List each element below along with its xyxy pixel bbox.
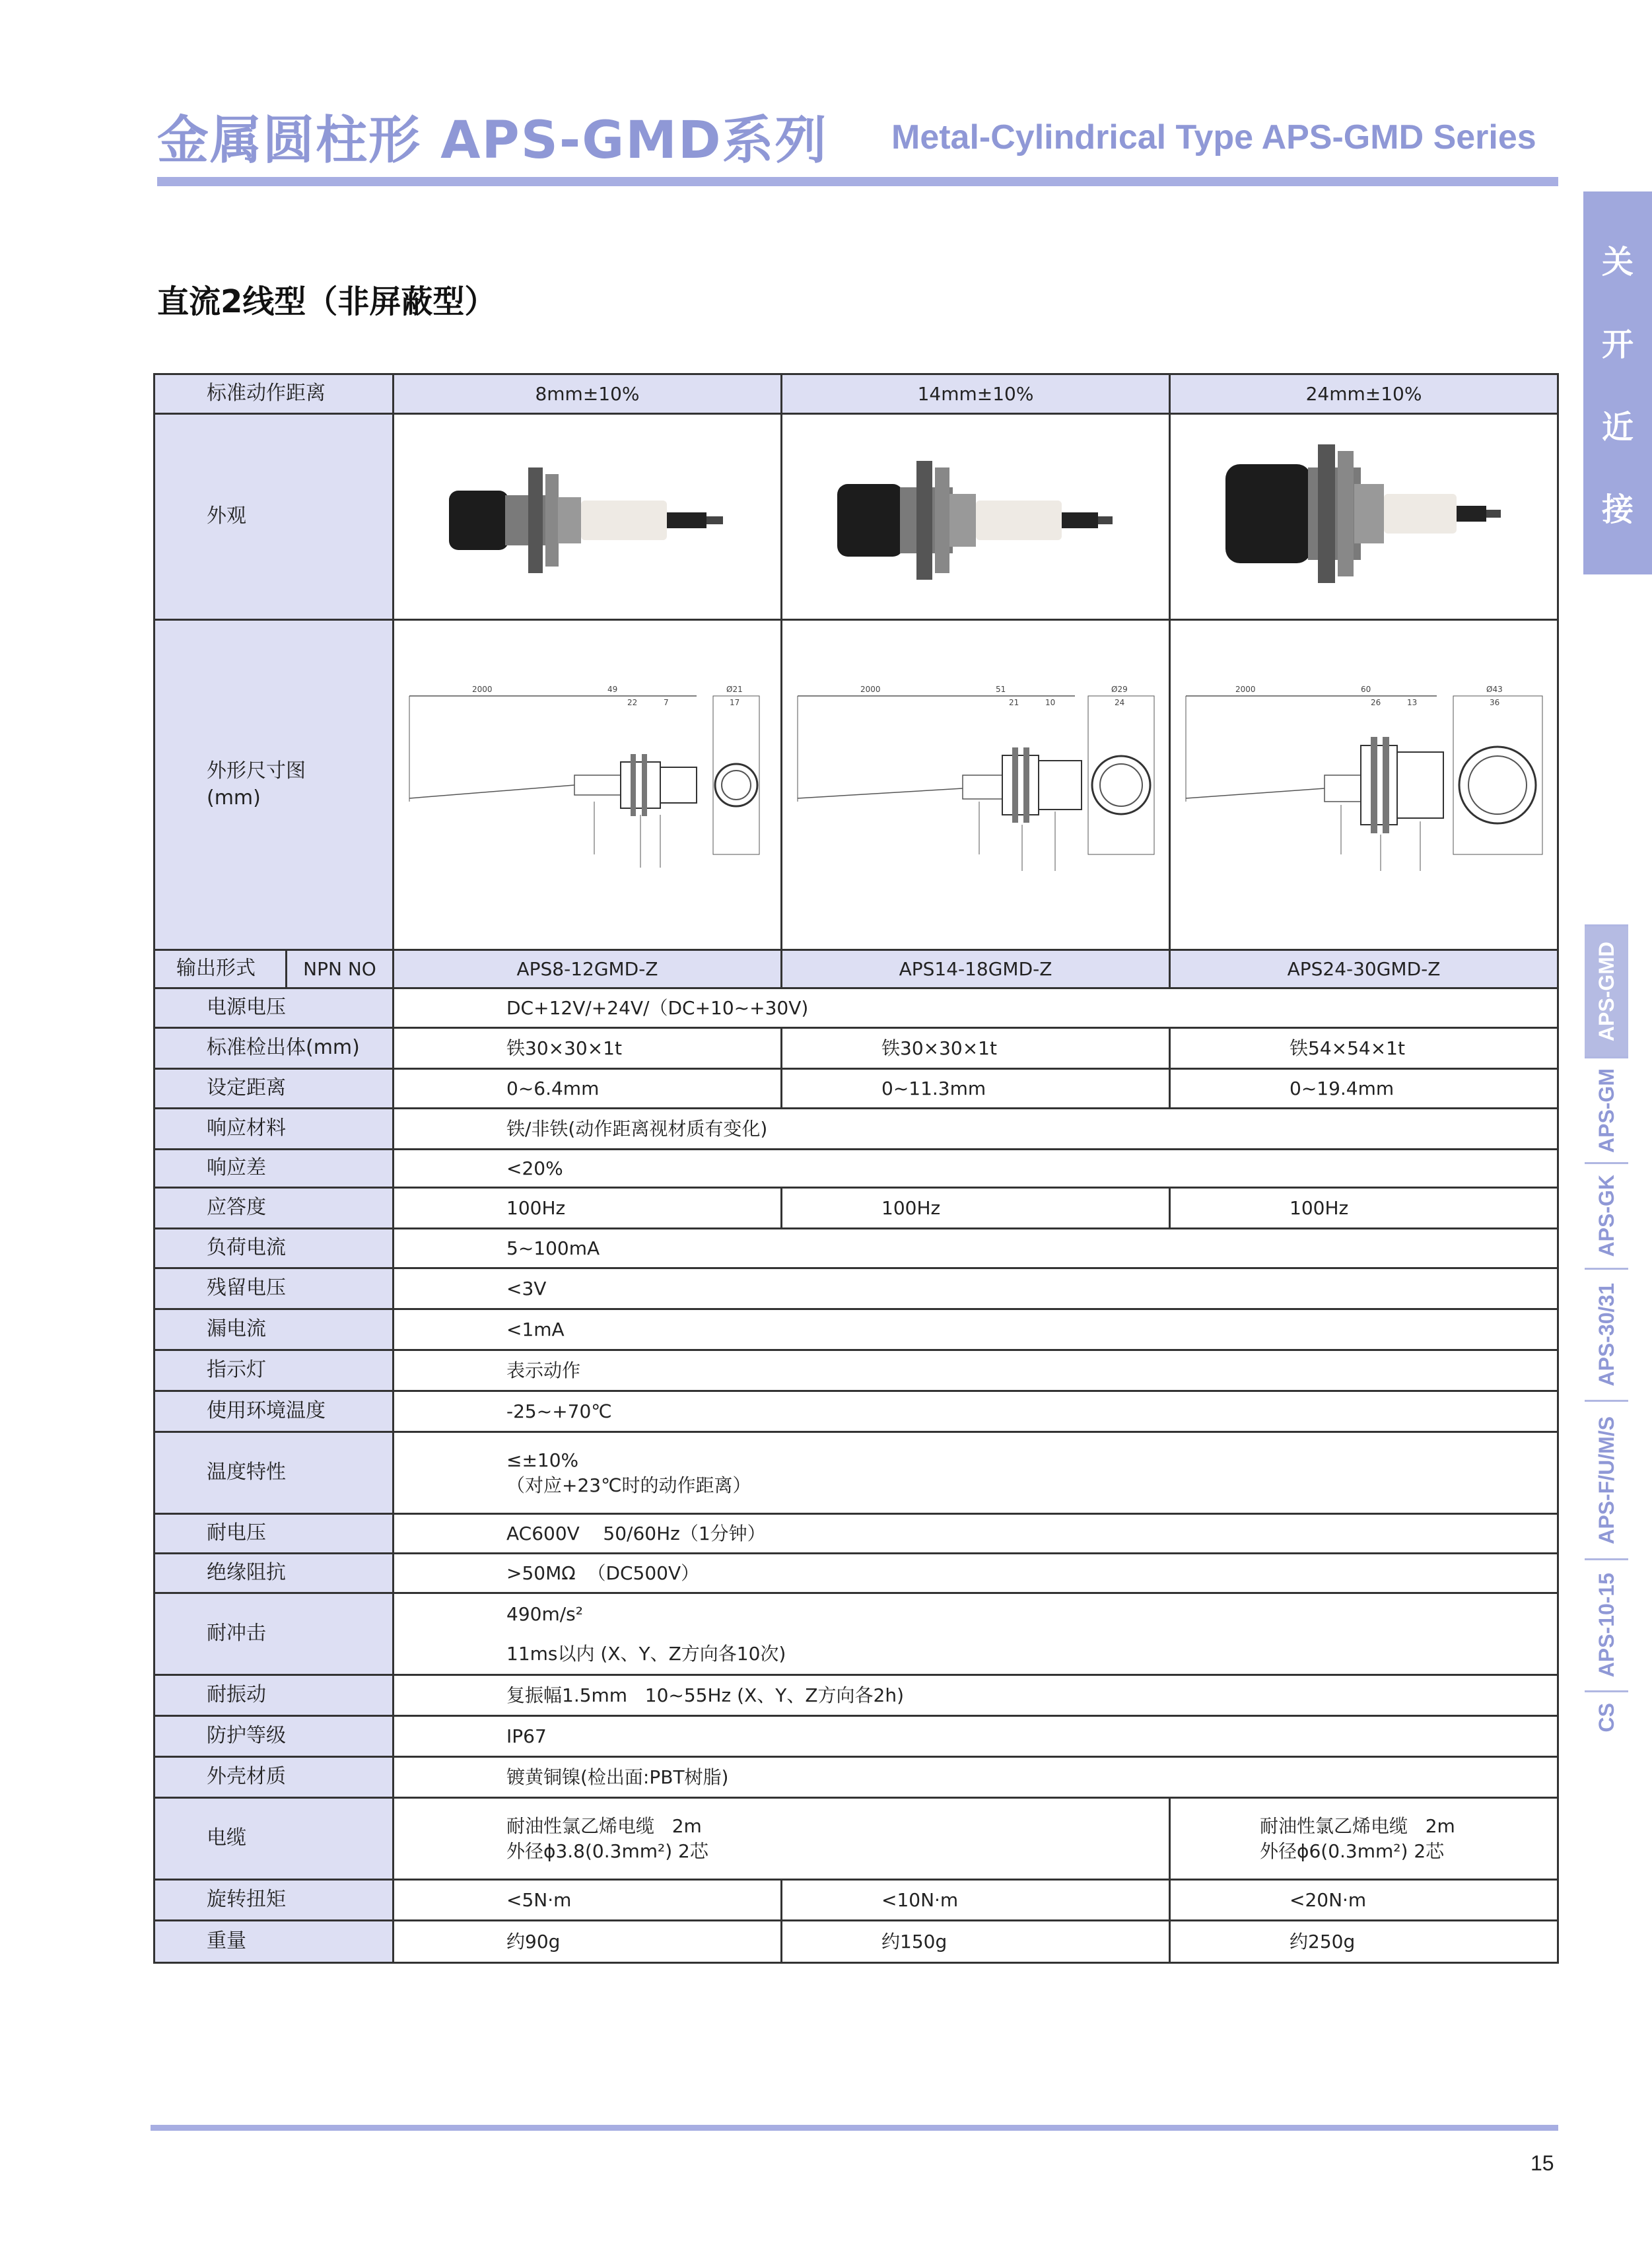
dim-diameter: Ø29 [1111,684,1128,694]
dim-a: 26 [1370,697,1381,707]
value-cell: <10N·m [782,1880,1170,1921]
value-cell: 5~100mA [394,1229,1558,1268]
value-cell: <5N·m [394,1880,782,1921]
cable-left-line-2: 外径ϕ3.8(0.3mm²) 2芯 [506,1840,708,1862]
footer-divider [151,2125,1558,2131]
value-cell: 0~11.3mm [782,1069,1170,1109]
value-cell [1170,1798,1558,1880]
value-cell: 100Hz [782,1188,1170,1229]
series-nav-cs[interactable]: CS [1585,1690,1628,1743]
shock-line-1: 490m/s² [506,1603,583,1625]
series-nav-30-31[interactable]: APS-30/31 [1585,1268,1628,1400]
value-cell: 复振幅1.5mm 10~55Hz (X、Y、Z方向各2h) [394,1675,1558,1716]
row-label: 负荷电流 [155,1229,394,1268]
table-row [155,950,1558,988]
table-row [155,1675,1558,1716]
value-cell: -25~+70℃ [394,1391,1558,1432]
title-divider [157,177,1558,186]
table-row [155,1593,1558,1675]
value-cell: 0~19.4mm [1170,1069,1558,1109]
temp-line-2: （对应+23℃时的动作距离） [506,1474,751,1496]
value-cell: 100Hz [1170,1188,1558,1229]
table-row [155,374,1558,414]
table-row [155,1921,1558,1963]
value-cell: 0~6.4mm [394,1069,782,1109]
row-label: 重量 [155,1921,394,1963]
side-tab-char: 接 [1601,491,1634,528]
row-label: 电缆 [155,1798,394,1880]
series-nav-gmd[interactable]: APS-GMD [1585,924,1628,1056]
table-row [155,1514,1558,1554]
value-cell [394,1593,1558,1675]
dim-b: 7 [663,697,669,707]
value-cell: 表示动作 [394,1350,1558,1391]
row-label: 输出形式 [155,950,287,988]
table-row [155,988,1558,1028]
dim-d2: 24 [1114,697,1124,707]
table-row [155,1554,1558,1593]
page-number: 15 [1531,2151,1554,2175]
row-label: 应答度 [155,1188,394,1229]
table-row [155,414,1558,620]
value-cell: <1mA [394,1309,1558,1350]
side-tab-char: 关 [1601,244,1634,281]
value-cell: <20% [394,1150,1558,1188]
shock-line-2: 11ms以内 (X、Y、Z方向各10次) [506,1642,786,1665]
table-row [155,1432,1558,1514]
page-title-cn: 金属圆柱形 APS-GMD系列 [157,111,828,170]
table-row [155,1716,1558,1757]
dimension-label: 外形尺寸图 [207,759,306,782]
value-cell: 铁30×30×1t [782,1028,1170,1069]
output-type: NPN NO [287,950,394,988]
row-label: 防护等级 [155,1716,394,1757]
table-row [155,1757,1558,1798]
sensor-photo-m30 [1170,414,1558,620]
side-tab-label [1583,191,1652,574]
row-label: 设定距离 [155,1069,394,1109]
header-cell: 14mm±10% [782,374,1170,414]
value-cell: DC+12V/+24V/（DC+10~+30V) [394,988,1558,1028]
value-cell: 铁30×30×1t [394,1028,782,1069]
value-cell: 铁/非铁(动作距离视材质有变化) [394,1109,1558,1150]
cable-left-line-1: 耐油性氯乙烯电缆 2m [506,1814,702,1837]
side-tab-char: 开 [1601,326,1634,363]
row-label: 外壳材质 [155,1757,394,1798]
value-cell: 约90g [394,1921,782,1963]
dim-body-length: 49 [607,684,617,694]
value-cell: <3V [394,1268,1558,1309]
value-cell: <20N·m [1170,1880,1558,1921]
side-tab-char: 近 [1601,409,1634,446]
value-cell: IP67 [394,1716,1558,1757]
dim-body-length: 60 [1360,684,1371,694]
cable-right-line-2: 外径ϕ6(0.3mm²) 2芯 [1260,1840,1445,1862]
sensor-photo-m12 [394,414,782,620]
page-title-en: Metal-Cylindrical Type APS-GMD Series [891,118,1536,156]
value-cell: 100Hz [394,1188,782,1229]
row-label: 响应材料 [155,1109,394,1150]
dim-cable-length: 2000 [471,684,493,694]
row-label: 标准动作距离 [155,374,394,414]
table-row [155,1268,1558,1309]
row-label: 温度特性 [155,1432,394,1514]
row-label: 漏电流 [155,1309,394,1350]
dim-body-length: 51 [995,684,1006,694]
cable-right-line-1: 耐油性氯乙烯电缆 2m [1260,1814,1455,1837]
row-label: 残留电压 [155,1268,394,1309]
dimension-drawing-m12 [394,620,782,950]
row-label: 外观 [155,414,394,620]
value-cell: 约250g [1170,1921,1558,1963]
sensor-photo-m18 [782,414,1170,620]
model-cell: APS14-18GMD-Z [782,950,1170,988]
model-cell: APS24-30GMD-Z [1170,950,1558,988]
value-cell [394,1432,1558,1514]
dimension-unit: (mm) [207,786,261,810]
table-row [155,620,1558,950]
dimension-drawing-m18 [782,620,1170,950]
row-label [155,620,394,950]
table-row [155,1350,1558,1391]
dimension-drawing-m30 [1170,620,1558,950]
value-cell: >50MΩ （DC500V） [394,1554,1558,1593]
table-row [155,1150,1558,1188]
value-cell [394,1798,1170,1880]
dim-b: 10 [1045,697,1055,707]
series-nav-10-15[interactable]: APS-10-15 [1585,1558,1628,1690]
row-label: 耐电压 [155,1514,394,1554]
dim-a: 22 [627,697,637,707]
dim-cable-length: 2000 [1235,684,1256,694]
row-label: 响应差 [155,1150,394,1188]
dim-diameter: Ø21 [726,684,743,694]
series-nav-gk[interactable]: APS-GK [1585,1162,1628,1268]
series-nav-fums[interactable]: APS-F/U/M/S [1585,1400,1628,1558]
dim-diameter: Ø43 [1486,684,1503,694]
table-row [155,1028,1558,1069]
table-row [155,1798,1558,1880]
header-cell: 8mm±10% [394,374,782,414]
table-row [155,1309,1558,1350]
section-title: 直流2线型（非屏蔽型） [157,283,497,320]
dim-cable-length: 2000 [860,684,881,694]
dim-d2: 36 [1489,697,1499,707]
table-row [155,1880,1558,1921]
value-cell: 铁54×54×1t [1170,1028,1558,1069]
header-cell: 24mm±10% [1170,374,1558,414]
table-row [155,1229,1558,1268]
model-cell: APS8-12GMD-Z [394,950,782,988]
row-label: 标准检出体(mm) [155,1028,394,1069]
table-row [155,1391,1558,1432]
spec-table [153,373,1559,1964]
table-row [155,1188,1558,1229]
dim-b: 13 [1406,697,1417,707]
dim-a: 21 [1008,697,1019,707]
value-cell: AC600V 50/60Hz（1分钟） [394,1514,1558,1554]
value-cell: 镀黄铜镍(检出面:PBT树脂) [394,1757,1558,1798]
temp-line-1: ≤±10% [506,1449,579,1471]
row-label: 绝缘阻抗 [155,1554,394,1593]
value-cell: 约150g [782,1921,1170,1963]
row-label: 耐振动 [155,1675,394,1716]
table-row [155,1069,1558,1109]
row-label: 电源电压 [155,988,394,1028]
dim-d2: 17 [729,697,740,707]
row-label: 使用环境温度 [155,1391,394,1432]
series-nav-gm[interactable]: APS-GM [1585,1056,1628,1162]
row-label: 耐冲击 [155,1593,394,1675]
row-label: 旋转扭矩 [155,1880,394,1921]
table-row [155,1109,1558,1150]
row-label: 指示灯 [155,1350,394,1391]
